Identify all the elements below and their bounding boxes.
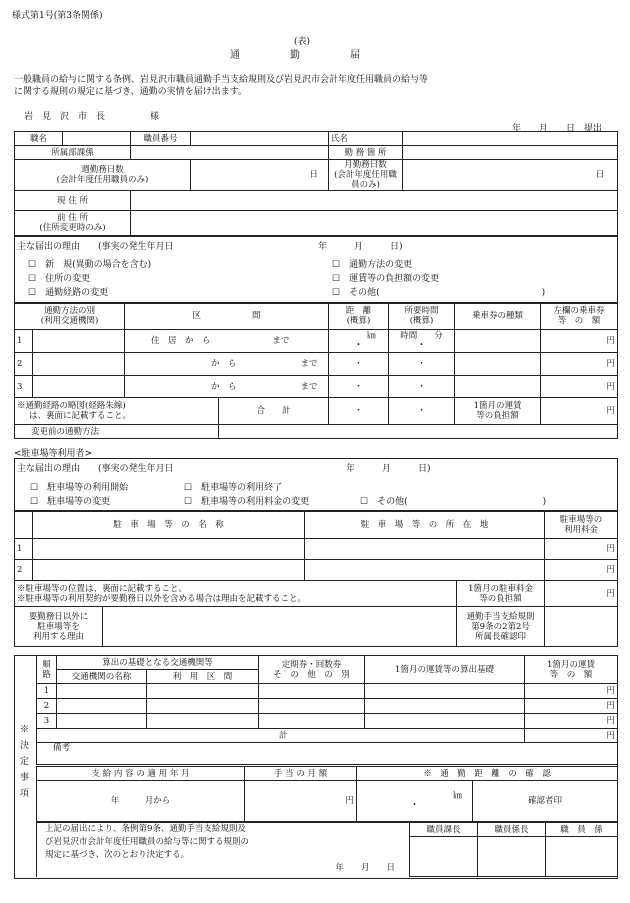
prev-method-text: 変更前の通勤方法 bbox=[31, 426, 100, 437]
parking-row bbox=[15, 560, 618, 581]
decision-statement-1: 上記の届出により、条例第9条、通勤手当支給規則及 bbox=[45, 824, 246, 834]
prev-address-label-1: 前 住 所 bbox=[57, 213, 88, 223]
reason-option[interactable]: ☐ その他( ) bbox=[332, 288, 546, 298]
decision-fare-table bbox=[36, 655, 618, 765]
distance-header bbox=[329, 303, 389, 330]
approver-stamp[interactable] bbox=[546, 837, 618, 877]
front-label: (表) bbox=[294, 37, 311, 47]
amount-field[interactable]: 円 bbox=[541, 376, 618, 398]
parking-note-1: ※駐車場等の位置は、裏面に記載すること。 bbox=[17, 583, 188, 594]
burden-label-1: 1箇月の運賃 bbox=[473, 401, 522, 411]
method-field[interactable] bbox=[33, 376, 125, 398]
current-address-label: 現 住 所 bbox=[15, 191, 131, 211]
approver-label: 職員係長 bbox=[478, 823, 546, 837]
addressee: 岩 見 沢 市 長 様 bbox=[24, 112, 160, 122]
prev-method-field[interactable] bbox=[219, 425, 618, 439]
day-unit: 日 bbox=[595, 170, 605, 180]
reason-option[interactable]: ☐ 住所の変更 bbox=[28, 274, 91, 284]
section-field[interactable] bbox=[125, 330, 329, 353]
reason-label: 主な届出の理由 bbox=[17, 242, 81, 252]
decision-total-label bbox=[37, 729, 525, 743]
prev-address-label-2: (住所変更時のみ) bbox=[39, 223, 106, 233]
parking-name-header: 駐 車 場 等 の 名 称 bbox=[33, 511, 305, 539]
parking-fee-field[interactable]: 円 bbox=[545, 539, 618, 560]
section-field[interactable] bbox=[125, 353, 329, 376]
parking-other-reason-2: 駐車場等を bbox=[37, 621, 80, 632]
reason-date-label: (事実の発生年月日 bbox=[98, 242, 174, 252]
use-section-field[interactable] bbox=[147, 699, 259, 714]
submit-date: 年 月 日 提出 bbox=[512, 124, 603, 134]
apply-month-header: 支 給 内 容 の 適 用 年 月 bbox=[37, 767, 245, 781]
parking-monthly-field[interactable]: 円 bbox=[545, 581, 618, 607]
prev-address-field[interactable] bbox=[131, 211, 618, 236]
workplace-label: 勤 務 箇 所 bbox=[329, 146, 403, 160]
burden-label bbox=[455, 398, 541, 425]
workplace-field[interactable] bbox=[403, 146, 618, 160]
time-header-2: (概算) bbox=[409, 316, 434, 326]
remarks-label: 備考 bbox=[53, 743, 71, 753]
parking-name-field[interactable] bbox=[33, 560, 305, 581]
parking-name-field[interactable] bbox=[33, 539, 305, 560]
to-label: まで bbox=[272, 336, 290, 346]
row-no: 3 bbox=[15, 376, 33, 398]
day-unit: 日 bbox=[309, 170, 318, 180]
agency-header: 交通機関の名称 bbox=[57, 670, 147, 684]
decision-statement-2: び岩見沢市会計年度任用職員の給与等に関する規則の bbox=[45, 837, 250, 847]
manager-confirm-2: 第9条の2第2号 bbox=[471, 621, 530, 632]
route-header-2: 路 bbox=[42, 669, 51, 680]
parking-other-reason-field[interactable] bbox=[103, 607, 457, 647]
distance-confirm-field[interactable]: ㎞ ・ bbox=[357, 781, 473, 822]
method-field[interactable] bbox=[33, 330, 125, 353]
manager-confirm-3: 所属長確認印 bbox=[475, 631, 527, 642]
parking-option[interactable]: ☐ 駐車場等の利用開始 bbox=[30, 483, 129, 493]
confirmer-stamp[interactable] bbox=[473, 781, 618, 822]
distance-field[interactable]: ・ bbox=[329, 376, 389, 398]
time-field[interactable]: ・ bbox=[389, 376, 455, 398]
row-no: 1 bbox=[15, 330, 33, 353]
approver-stamp[interactable] bbox=[478, 837, 546, 877]
weekly-days-label-1: 週勤務日数 bbox=[81, 165, 124, 175]
method-field[interactable] bbox=[33, 353, 125, 376]
parking-row bbox=[15, 539, 618, 560]
fullname-field[interactable] bbox=[403, 132, 618, 146]
total-distance[interactable]: ・ bbox=[329, 398, 389, 425]
pass-field[interactable] bbox=[259, 699, 365, 714]
monthly-days-label-1: 月勤務日数 bbox=[344, 160, 387, 170]
monthly-days-label-2: (会計年度任用職員のみ) bbox=[334, 170, 397, 190]
fullname-label: 氏名 bbox=[329, 132, 403, 146]
commute-row bbox=[15, 353, 618, 376]
calc-field[interactable] bbox=[365, 684, 525, 699]
parking-other-reason-3: 利用する理由 bbox=[32, 631, 84, 642]
time-header bbox=[389, 303, 455, 330]
reason-option[interactable]: ☐ 通勤方法の変更 bbox=[332, 260, 413, 270]
total-time[interactable]: ・ bbox=[389, 398, 455, 425]
manager-confirm-stamp[interactable] bbox=[545, 607, 618, 647]
parking-no-header bbox=[15, 511, 33, 539]
parking-option[interactable]: ☐ その他( ) bbox=[360, 497, 547, 507]
calc-field[interactable] bbox=[365, 714, 525, 729]
fare-field[interactable]: 円 bbox=[525, 714, 618, 729]
parking-note-2: ※駐車場等の利用契約が要勤務日以外を含める場合は理由を記載すること。 bbox=[17, 593, 307, 604]
parking-notes bbox=[15, 581, 457, 607]
job-title-label: 職名 bbox=[15, 132, 63, 146]
decision-total-text: 計 bbox=[279, 730, 288, 741]
parking-location-field[interactable] bbox=[305, 560, 545, 581]
route-header bbox=[37, 656, 57, 684]
calc-header: 1箇月の運賃等の算出基礎 bbox=[365, 656, 525, 684]
monthly-days-label bbox=[329, 160, 403, 191]
parking-fee-field[interactable]: 円 bbox=[545, 560, 618, 581]
time-field[interactable]: 時間 分 ・ bbox=[389, 330, 455, 353]
pass-field[interactable] bbox=[259, 714, 365, 729]
basic-info-table bbox=[14, 131, 618, 236]
parking-reason-label: 主な届出の理由 bbox=[17, 464, 81, 474]
row-no: 3 bbox=[37, 714, 57, 729]
parking-other-reason-1: 要勤務日以外に bbox=[28, 611, 89, 622]
intro-line-2: に関する規則の規定に基づき、通勤の実情を届け出ます。 bbox=[14, 87, 247, 97]
agency-field[interactable] bbox=[57, 684, 147, 699]
decision-row bbox=[37, 714, 618, 729]
staff-no-label: 職員番号 bbox=[131, 132, 191, 146]
reason-option[interactable]: ☐ 通勤経路の変更 bbox=[28, 288, 109, 298]
intro-line-1: 一般職員の給与に関する条例、岩見沢市職員通勤手当支給規則及び岩見沢市会計年度任用職員の給与等 bbox=[14, 75, 429, 85]
distance-confirm-header: ※ 通 勤 距 離 の 確 認 bbox=[357, 767, 618, 781]
decision-row bbox=[37, 684, 618, 699]
reason-date-tail: 年 月 日) bbox=[318, 242, 403, 252]
time-unit: 時間 分 bbox=[400, 331, 443, 341]
section-field[interactable] bbox=[125, 376, 329, 398]
parking-location-field[interactable] bbox=[305, 539, 545, 560]
fare-header bbox=[525, 656, 618, 684]
km-unit: ㎞ bbox=[453, 791, 462, 801]
current-address-field[interactable] bbox=[131, 191, 618, 211]
from-label: か ら bbox=[211, 381, 237, 392]
pass-field[interactable] bbox=[259, 684, 365, 699]
parking-monthly-label bbox=[457, 581, 545, 607]
decision-approval-table bbox=[36, 822, 618, 877]
parking-fee-header-1: 駐車場等の bbox=[559, 514, 603, 525]
manager-confirm-1: 通勤手当支給規則 bbox=[466, 611, 535, 622]
method-header-2: (利用交通機関) bbox=[40, 316, 99, 326]
burden-field[interactable]: 円 bbox=[541, 398, 618, 425]
amount-field[interactable]: 円 bbox=[541, 330, 618, 353]
form-number: 様式第1号(第3条関係) bbox=[12, 11, 103, 21]
section-header: 区 間 bbox=[125, 303, 329, 330]
fare-header-1: 1箇月の運賃 bbox=[547, 659, 595, 670]
parking-location-header: 駐 車 場 等 の 所 在 地 bbox=[305, 511, 545, 539]
weekly-days-label bbox=[15, 160, 191, 191]
approver-label: 職 員 係 bbox=[546, 823, 618, 837]
parking-option[interactable]: ☐ 駐車場等の変更 bbox=[30, 497, 111, 507]
row-no: 1 bbox=[37, 684, 57, 699]
weekly-days-label-2: (会計年度任用職員のみ) bbox=[56, 175, 149, 185]
parking-table bbox=[14, 510, 618, 647]
manager-confirm-label bbox=[457, 607, 545, 647]
commute-row bbox=[15, 376, 618, 398]
parking-monthly-label-1: 1箇月の駐車料金 bbox=[468, 583, 533, 594]
route-map-note-2: は、裏面に記載すること。 bbox=[29, 411, 132, 421]
dept-label: 所属部課係 bbox=[15, 146, 131, 160]
pass-header bbox=[259, 656, 365, 684]
parking-date-label: (事実の発生年月日 bbox=[98, 464, 174, 474]
route-header-1: 順 bbox=[42, 659, 51, 670]
reason-option[interactable]: ☐ 運賃等の負担額の変更 bbox=[332, 274, 440, 284]
row-no: 2 bbox=[15, 353, 33, 376]
ticket-field[interactable] bbox=[455, 353, 541, 376]
reason-options-right[interactable] bbox=[332, 258, 545, 300]
reason-options-left[interactable] bbox=[28, 258, 151, 300]
parking-other-reason-label bbox=[15, 607, 103, 647]
ticket-field[interactable] bbox=[455, 330, 541, 353]
row-no: 2 bbox=[37, 699, 57, 714]
parking-option[interactable]: ☐ 駐車場等の利用終了 bbox=[184, 483, 283, 493]
use-section-header: 利 用 区 間 bbox=[147, 670, 259, 684]
amount-header bbox=[541, 303, 618, 330]
amount-header-1: 左欄の乗車券 bbox=[553, 306, 605, 316]
weekly-days-field[interactable] bbox=[191, 160, 329, 191]
parking-date-tail: 年 月 日) bbox=[346, 464, 431, 474]
confirmer-label: 確認者印 bbox=[528, 796, 563, 806]
decision-date: 年 月 日 bbox=[335, 863, 395, 873]
agency-field[interactable] bbox=[57, 714, 147, 729]
time-header-1: 所要時間 bbox=[404, 306, 439, 316]
dept-field[interactable] bbox=[131, 146, 329, 160]
parking-section-title: <駐車場等利用者> bbox=[14, 449, 93, 459]
job-title-field[interactable] bbox=[63, 132, 131, 146]
ticket-field[interactable] bbox=[455, 376, 541, 398]
method-header-1: 通勤方法の別 bbox=[44, 306, 96, 316]
decision-statement-3: 規定に基づき、次のとおり決定する。 bbox=[45, 850, 190, 860]
monthly-allowance-field[interactable]: 円 bbox=[245, 781, 357, 822]
monthly-days-field[interactable] bbox=[403, 160, 618, 191]
monthly-allowance-header: 手 当 の 月 額 bbox=[245, 767, 357, 781]
remarks-field[interactable] bbox=[37, 743, 618, 765]
calc-field[interactable] bbox=[365, 699, 525, 714]
apply-month-field[interactable]: 年 月から bbox=[37, 781, 245, 822]
fare-field[interactable]: 円 bbox=[525, 684, 618, 699]
to-label: まで bbox=[300, 381, 318, 392]
row-no: 1 bbox=[15, 539, 33, 560]
method-header bbox=[15, 303, 125, 330]
time-field[interactable]: ・ bbox=[389, 353, 455, 376]
use-section-field[interactable] bbox=[147, 714, 259, 729]
use-section-field[interactable] bbox=[147, 684, 259, 699]
parking-monthly-label-2: 等の負担額 bbox=[479, 593, 522, 604]
from-label: 住 居 か ら bbox=[151, 336, 211, 346]
distance-header-1: 距 離 bbox=[345, 306, 372, 316]
prev-address-label bbox=[15, 211, 131, 236]
basis-header: 算出の基礎となる交通機関等 bbox=[57, 656, 259, 670]
decision-side-label: ※決定事項 bbox=[20, 725, 30, 799]
decision-allowance-table bbox=[36, 766, 618, 822]
commute-row bbox=[15, 330, 618, 353]
form-title: 通 勤 届 bbox=[230, 50, 360, 61]
total-label: 合 計 bbox=[219, 398, 329, 425]
from-label: か ら bbox=[211, 359, 237, 369]
parking-option[interactable]: ☐ 駐車場等の利用料金の変更 bbox=[184, 497, 310, 507]
to-label: まで bbox=[300, 359, 318, 369]
route-map-note bbox=[15, 398, 219, 425]
ticket-header: 乗車券の種類 bbox=[455, 303, 541, 330]
route-map-note-1: ※通勤経路の略図(経路朱線) bbox=[17, 401, 126, 411]
approver-stamp[interactable] bbox=[410, 837, 478, 877]
distance-field[interactable]: ・ bbox=[329, 353, 389, 376]
amount-field[interactable]: 円 bbox=[541, 353, 618, 376]
burden-label-2: 等の負担額 bbox=[476, 411, 519, 421]
approver-label: 職員課長 bbox=[410, 823, 478, 837]
amount-header-2: 等 の 額 bbox=[557, 316, 601, 326]
distance-field[interactable]: ㎞ ・ bbox=[329, 330, 389, 353]
commute-table bbox=[14, 302, 618, 439]
km-unit: ㎞ bbox=[367, 331, 376, 341]
pass-header-2: そ の 他 の 別 bbox=[273, 669, 350, 680]
staff-no-field[interactable] bbox=[191, 132, 329, 146]
reason-option[interactable]: ☐ 新 規(異動の場合を含む) bbox=[28, 260, 152, 270]
parking-fee-header bbox=[545, 511, 618, 539]
decision-total-field[interactable]: 円 bbox=[525, 729, 618, 743]
prev-method-label bbox=[15, 425, 219, 439]
distance-header-2: (概算) bbox=[346, 316, 371, 326]
decision-statement bbox=[37, 823, 410, 877]
fare-header-2: 等 の 額 bbox=[549, 669, 593, 680]
agency-field[interactable] bbox=[57, 699, 147, 714]
row-no: 2 bbox=[15, 560, 33, 581]
pass-header-1: 定期券・回数券 bbox=[281, 659, 342, 670]
decision-row bbox=[37, 699, 618, 714]
fare-field[interactable]: 円 bbox=[525, 699, 618, 714]
parking-fee-header-2: 利用料金 bbox=[564, 524, 599, 535]
